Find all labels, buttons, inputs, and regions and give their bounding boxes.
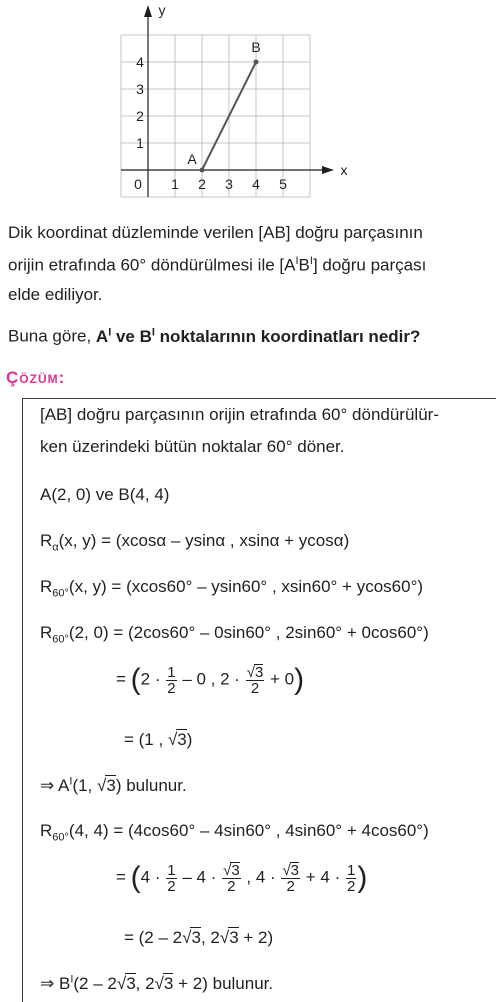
point-a	[200, 168, 205, 173]
rotation-a: $R_{60^\circ}(2$, 0) = (2cos60° – 0sin60° , 2sin60° + 0cos60°)	[40, 623, 429, 646]
rotation-b-step-2: = (2 – 2√3, 2√3 + 2)	[124, 928, 274, 947]
x-axis-arrow	[322, 166, 334, 174]
rotation-60-formula: $R_{60^\circ}(x$, y) = (xcos60° – ysin60° , xsin60° + ycos60°)	[40, 577, 424, 600]
y-tick-label: 3	[136, 81, 144, 97]
intro-line-2: ken üzerindeki bütün noktalar 60° döner.	[40, 437, 345, 456]
coordinate-graph	[108, 0, 398, 200]
question: Buna göre, $A^I$ ve $B^I$ noktalarının koordinatları nedir?	[8, 326, 421, 346]
rotation-b-step-1: = (4 · $\frac{1}{2}$ – 4 · $\frac{√3}{2}$ , 4 · $\frac{√3}{2}$ + 4 · $\frac{1}{2}$ )	[116, 861, 368, 895]
solution-border-left	[22, 398, 23, 1002]
problem-text	[8, 218, 426, 309]
x-axis-label: x	[340, 162, 348, 178]
x-tick-label: 2	[198, 176, 206, 192]
point-a-label: A	[187, 151, 197, 167]
rotation-a-step-1: = (2 · $\frac{1}{2}$ – 0 , 2 · $\frac{√3}{2}$ + 0)	[116, 663, 305, 697]
y-tick-label: 2	[136, 108, 144, 124]
fraction-half: $\frac{1}{2}$	[167, 663, 176, 697]
problem-line-1: Dik koordinat düzleminde verilen [AB] doğru parçasının	[8, 223, 423, 242]
point-b	[254, 60, 259, 65]
points-line: A(2, 0) ve B(4, 4)	[40, 485, 170, 504]
fraction-root3-half: $\frac{√3}{2}$	[246, 664, 264, 697]
solution-border-top	[22, 398, 496, 399]
a-result: ⇒ $A^I(1$, √3) bulunur.	[40, 775, 187, 795]
rotation-a-step-2: = (1 , √3)	[124, 730, 193, 749]
solution-header: Çözüm:	[6, 368, 66, 387]
rotation-formula: $R_\alpha(x$, y) = (xcosα – ysinα , xsinα + ycosα)	[40, 531, 350, 554]
problem-line-3: elde ediliyor.	[8, 284, 103, 304]
point-b-label: B	[251, 39, 261, 55]
x-tick-label: 4	[252, 176, 260, 192]
grid	[121, 35, 310, 197]
intro-line-1: [AB] doğru parçasının orijin etrafında 60° döndürülür-	[40, 405, 439, 424]
y-tick-label: 1	[136, 135, 144, 151]
y-tick-label: 4	[136, 54, 144, 70]
b-result: ⇒ $B^I(2 - 2√3$, 2√3 + 2) bulunur.	[40, 973, 274, 993]
origin-label: 0	[134, 176, 142, 192]
y-axis-label: y	[158, 2, 166, 18]
axis-labels	[134, 2, 347, 192]
x-tick-label: 3	[225, 176, 233, 192]
axes	[121, 5, 334, 197]
problem-line-2: orijin etrafında 60° döndürülmesi ile $[A^IB^I]$ doğru parçası	[8, 255, 427, 275]
x-tick-label: 1	[171, 176, 179, 192]
rotation-b: $R_{60^\circ}(4$, 4) = (4cos60° – 4sin60° , 4sin60° + 4cos60°)	[40, 821, 429, 844]
y-axis-arrow	[144, 5, 152, 17]
x-tick-label: 5	[279, 176, 287, 192]
